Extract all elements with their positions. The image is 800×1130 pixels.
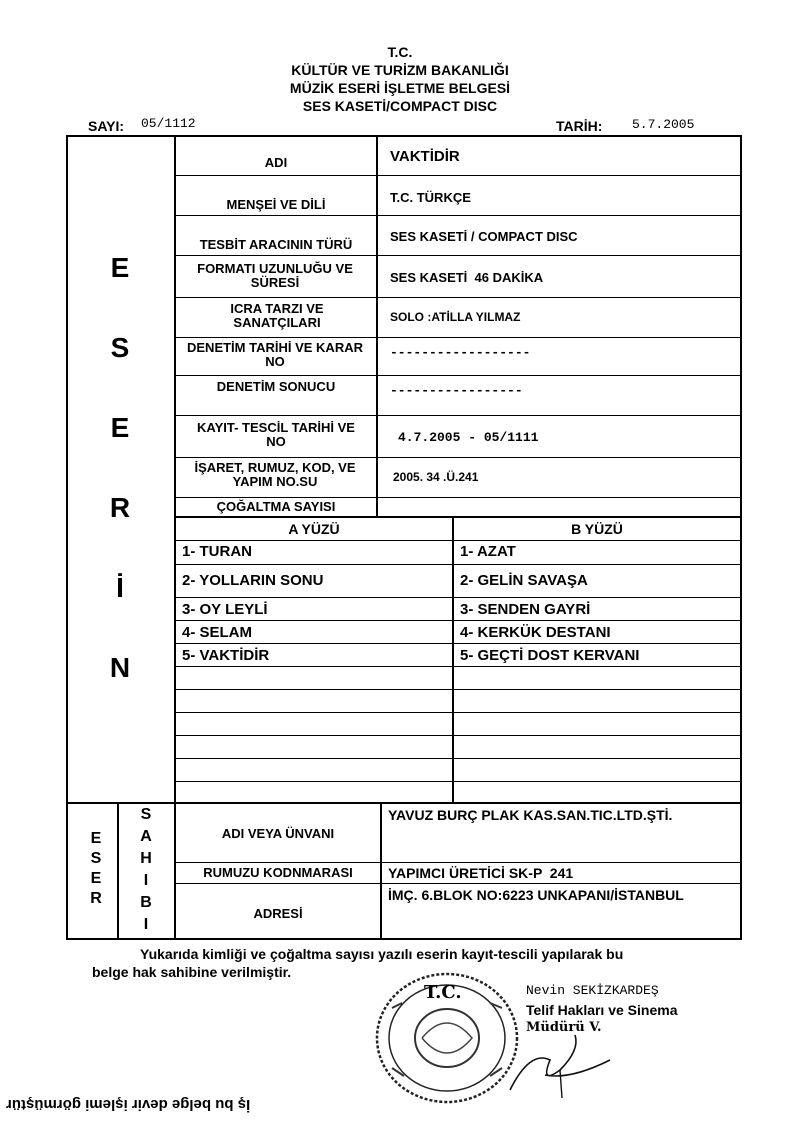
header-tc: T.C. — [387, 44, 413, 60]
sayi-label: SAYI: — [88, 118, 125, 134]
mirrored-transfer-note: İş bu belge devir işlemi görmüştür — [6, 1096, 251, 1113]
field-label-origin: MENŞEİ VE DİLİ — [226, 197, 326, 212]
field-value-performers: SOLO :ATİLLA YILMAZ — [390, 310, 521, 324]
seal-text: T.C. — [424, 982, 462, 1003]
owner-name-value: YAVUZ BURÇ PLAK KAS.SAN.TIC.LTD.ŞTİ. — [388, 807, 673, 823]
field-label-audit-result: DENETİM SONUCU — [216, 379, 336, 394]
side-letter-e1: E — [110, 252, 130, 283]
side-b-track-3: 3- SENDEN GAYRİ — [460, 601, 591, 618]
field-value-origin: T.C. TÜRKÇE — [390, 190, 471, 205]
side-a-track-1: 1- TURAN — [182, 543, 252, 560]
owner-letter-h: H — [140, 850, 152, 867]
field-label-performers: ICRA TARZI VE SANATÇILARI — [230, 301, 324, 330]
header-certificate: MÜZİK ESERİ İŞLETME BELGESİ — [289, 80, 511, 96]
field-value-audit-date: ------------------ — [390, 345, 531, 360]
field-value-code: 2005. 34 .Ü.241 — [393, 470, 479, 484]
footer-line-2: belge hak sahibine verilmiştir. — [92, 964, 292, 980]
owner-letter-s: S — [90, 850, 102, 867]
side-letter-e2: E — [110, 412, 130, 443]
field-value-format: SES KASETİ 46 DAKİKA — [390, 270, 544, 285]
side-a-track-3: 3- OY LEYLİ — [182, 601, 268, 618]
side-b-track-1: 1- AZAT — [460, 543, 516, 560]
signer-name: Nevin SEKİZKARDEŞ — [526, 983, 659, 998]
owner-letter-e1: E — [90, 830, 102, 847]
side-letter-n: N — [109, 652, 131, 683]
side-a-track-2: 2- YOLLARIN SONU — [182, 572, 324, 589]
side-a-track-5: 5- VAKTİDİR — [182, 647, 270, 664]
field-value-registration: 4.7.2005 - 05/1111 — [398, 430, 539, 445]
side-b-track-2: 2- GELİN SAVAŞA — [460, 572, 588, 589]
field-label-code: İŞARET, RUMUZ, KOD, VE YAPIM NO.SU — [194, 460, 356, 489]
sayi-value: 05/1112 — [141, 116, 196, 131]
side-b-title: B YÜZÜ — [571, 521, 623, 537]
field-label-medium: TESBİT ARACININ TÜRÜ — [199, 237, 353, 252]
field-label-audit-date: DENETİM TARİHİ VE KARAR NO — [187, 340, 363, 369]
side-a-track-4: 4- SELAM — [182, 624, 253, 641]
tarih-value: 5.7.2005 — [632, 117, 695, 132]
owner-letter-i1: I — [143, 872, 149, 889]
owner-letter-i2: I — [143, 916, 149, 933]
side-letter-r: R — [109, 492, 131, 523]
side-b-track-4: 4- KERKÜK DESTANI — [460, 624, 611, 641]
field-label-name: ADI — [264, 155, 288, 170]
owner-address-value: İMÇ. 6.BLOK NO:6223 UNKAPANI/İSTANBUL — [388, 887, 684, 903]
side-a-title: A YÜZÜ — [288, 521, 340, 537]
owner-letter-s2: S — [140, 806, 152, 823]
footer-line-1: Yukarıda kimliği ve çoğaltma sayısı yazılı eserin kayıt-tescili yapılarak bu — [140, 946, 624, 962]
signer-title-1: Telif Hakları ve Sinema — [526, 1002, 678, 1018]
field-value-name: VAKTİDİR — [390, 148, 460, 165]
owner-letter-r: R — [90, 890, 102, 907]
owner-code-label: RUMUZU KODNMARASI — [203, 865, 353, 880]
side-letter-s: S — [110, 332, 130, 363]
owner-address-label: ADRESİ — [253, 906, 303, 921]
signature — [500, 1030, 620, 1100]
field-label-copies: ÇOĞALTMA SAYISI — [216, 499, 336, 514]
owner-code-value: YAPIMCI ÜRETİCİ SK-P 241 — [388, 865, 574, 881]
owner-letter-e2: E — [90, 870, 102, 887]
signer-title-2: Müdürü V. — [526, 1020, 602, 1035]
side-letter-i: İ — [116, 572, 124, 603]
owner-name-label: ADI VEYA ÜNVANI — [221, 826, 335, 841]
tarih-label: TARİH: — [556, 118, 603, 134]
field-value-medium: SES KASETİ / COMPACT DISC — [390, 229, 578, 244]
owner-letter-a: A — [140, 828, 152, 845]
header-medium: SES KASETİ/COMPACT DISC — [302, 98, 498, 114]
field-value-audit-result: ----------------- — [390, 383, 523, 398]
field-label-registration: KAYIT- TESCİL TARİHİ VE NO — [197, 420, 355, 449]
field-label-format: FORMATI UZUNLUĞU VE SÜRESİ — [197, 261, 353, 290]
side-b-track-5: 5- GEÇTİ DOST KERVANI — [460, 647, 640, 664]
header-ministry: KÜLTÜR VE TURİZM BAKANLIĞI — [291, 62, 509, 78]
owner-letter-b: B — [140, 894, 152, 911]
